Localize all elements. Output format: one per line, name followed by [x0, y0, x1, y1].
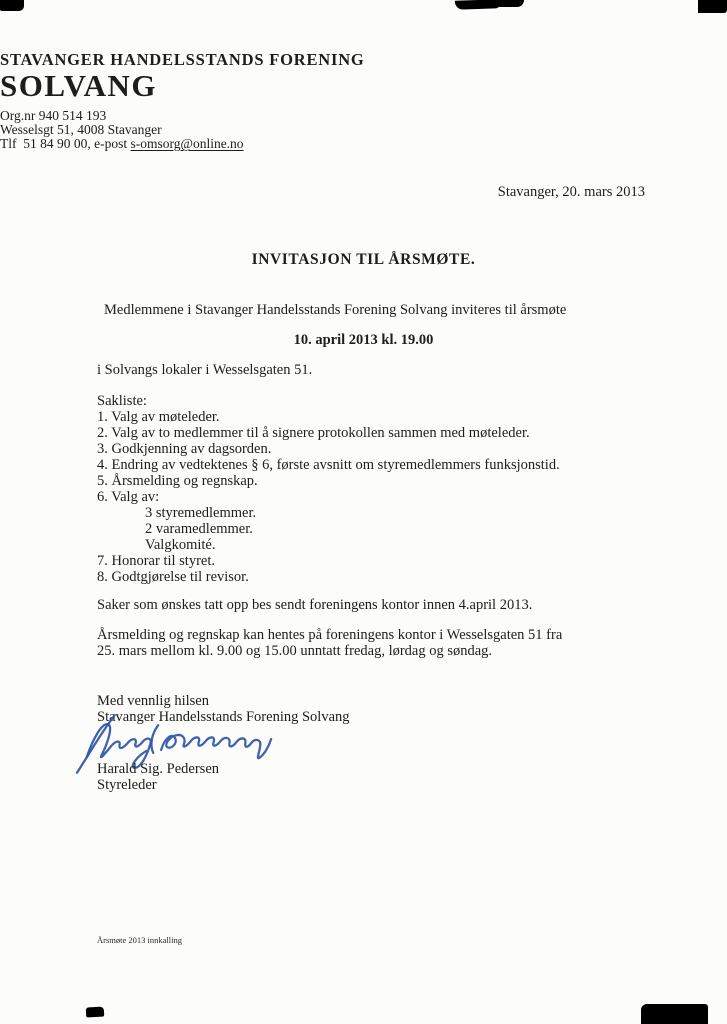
letterhead-phone: Tlf 51 84 90 00, e-post [0, 136, 131, 151]
agenda-subitem: Valgkomité. [145, 537, 216, 553]
letterhead-org-number: Org.nr 940 514 193 [0, 108, 107, 123]
letterhead-org-name: SOLVANG [0, 68, 157, 103]
pickup-line: 25. mars mellom kl. 9.00 og 15.00 unntatt fredag, lørdag og søndag. [97, 643, 493, 659]
scan-artifact [86, 1007, 104, 1018]
footer-note: Årsmøte 2013 innkalling [97, 935, 182, 945]
scan-artifact [641, 1004, 708, 1024]
agenda-item: 1. Valg av møteleder. [97, 409, 220, 425]
letterhead-contact-line [0, 137, 727, 151]
scan-artifact [698, 0, 727, 13]
agenda-list [97, 393, 657, 585]
signer-title: Styreleder [97, 777, 157, 793]
meeting-datetime: 10. april 2013 kl. 19.00 [293, 332, 434, 348]
agenda-item: 5. Årsmelding og regnskap. [97, 473, 258, 489]
closing-org: Stavanger Handelsstands Forening Solvang [97, 709, 350, 725]
pickup-line: Årsmelding og regnskap kan hentes på foreningens kontor i Wesselsgaten 51 fra [97, 627, 563, 643]
letterhead-address: Wesselsgt 51, 4008 Stavanger [0, 122, 162, 137]
salutation: Med vennlig hilsen [97, 693, 209, 709]
agenda-subitem: 3 styremedlemmer. [145, 505, 257, 521]
letterhead-email: s-omsorg@online.no [130, 136, 244, 151]
scan-artifact [455, 0, 501, 10]
agenda-heading: Sakliste: [97, 393, 147, 409]
agenda-item: 4. Endring av vedtektenes § 6, første avsnitt om styremedlemmers funksjonstid. [97, 457, 560, 473]
pickup-paragraph [97, 627, 672, 659]
agenda-item: 2. Valg av to medlemmer til å signere protokollen sammen med møteleder. [97, 425, 530, 441]
letterhead-org-line: STAVANGER HANDELSSTANDS FORENING [0, 50, 365, 69]
scan-artifact [0, 0, 24, 11]
signer-name: Harald Sig. Pedersen [97, 761, 220, 777]
agenda-subitem: 2 varamedlemmer. [145, 521, 253, 537]
date-line: Stavanger, 20. mars 2013 [497, 184, 645, 200]
meeting-location: i Solvangs lokaler i Wesselsgaten 51. [97, 362, 313, 378]
intro-paragraph: Medlemmene i Stavanger Handelsstands Forening Solvang inviteres til årsmøte [104, 302, 567, 318]
scan-artifact [496, 0, 524, 7]
agenda-item: 8. Godtgjørelse til revisor. [97, 569, 249, 585]
letter-title: INVITASJON TIL ÅRSMØTE. [251, 251, 476, 268]
agenda-item: 7. Honorar til styret. [97, 553, 215, 569]
agenda-item: 3. Godkjenning av dagsorden. [97, 441, 272, 457]
agenda-item: 6. Valg av: [97, 489, 160, 505]
deadline-paragraph: Saker som ønskes tatt opp bes sendt foreningens kontor innen 4.april 2013. [97, 597, 533, 613]
